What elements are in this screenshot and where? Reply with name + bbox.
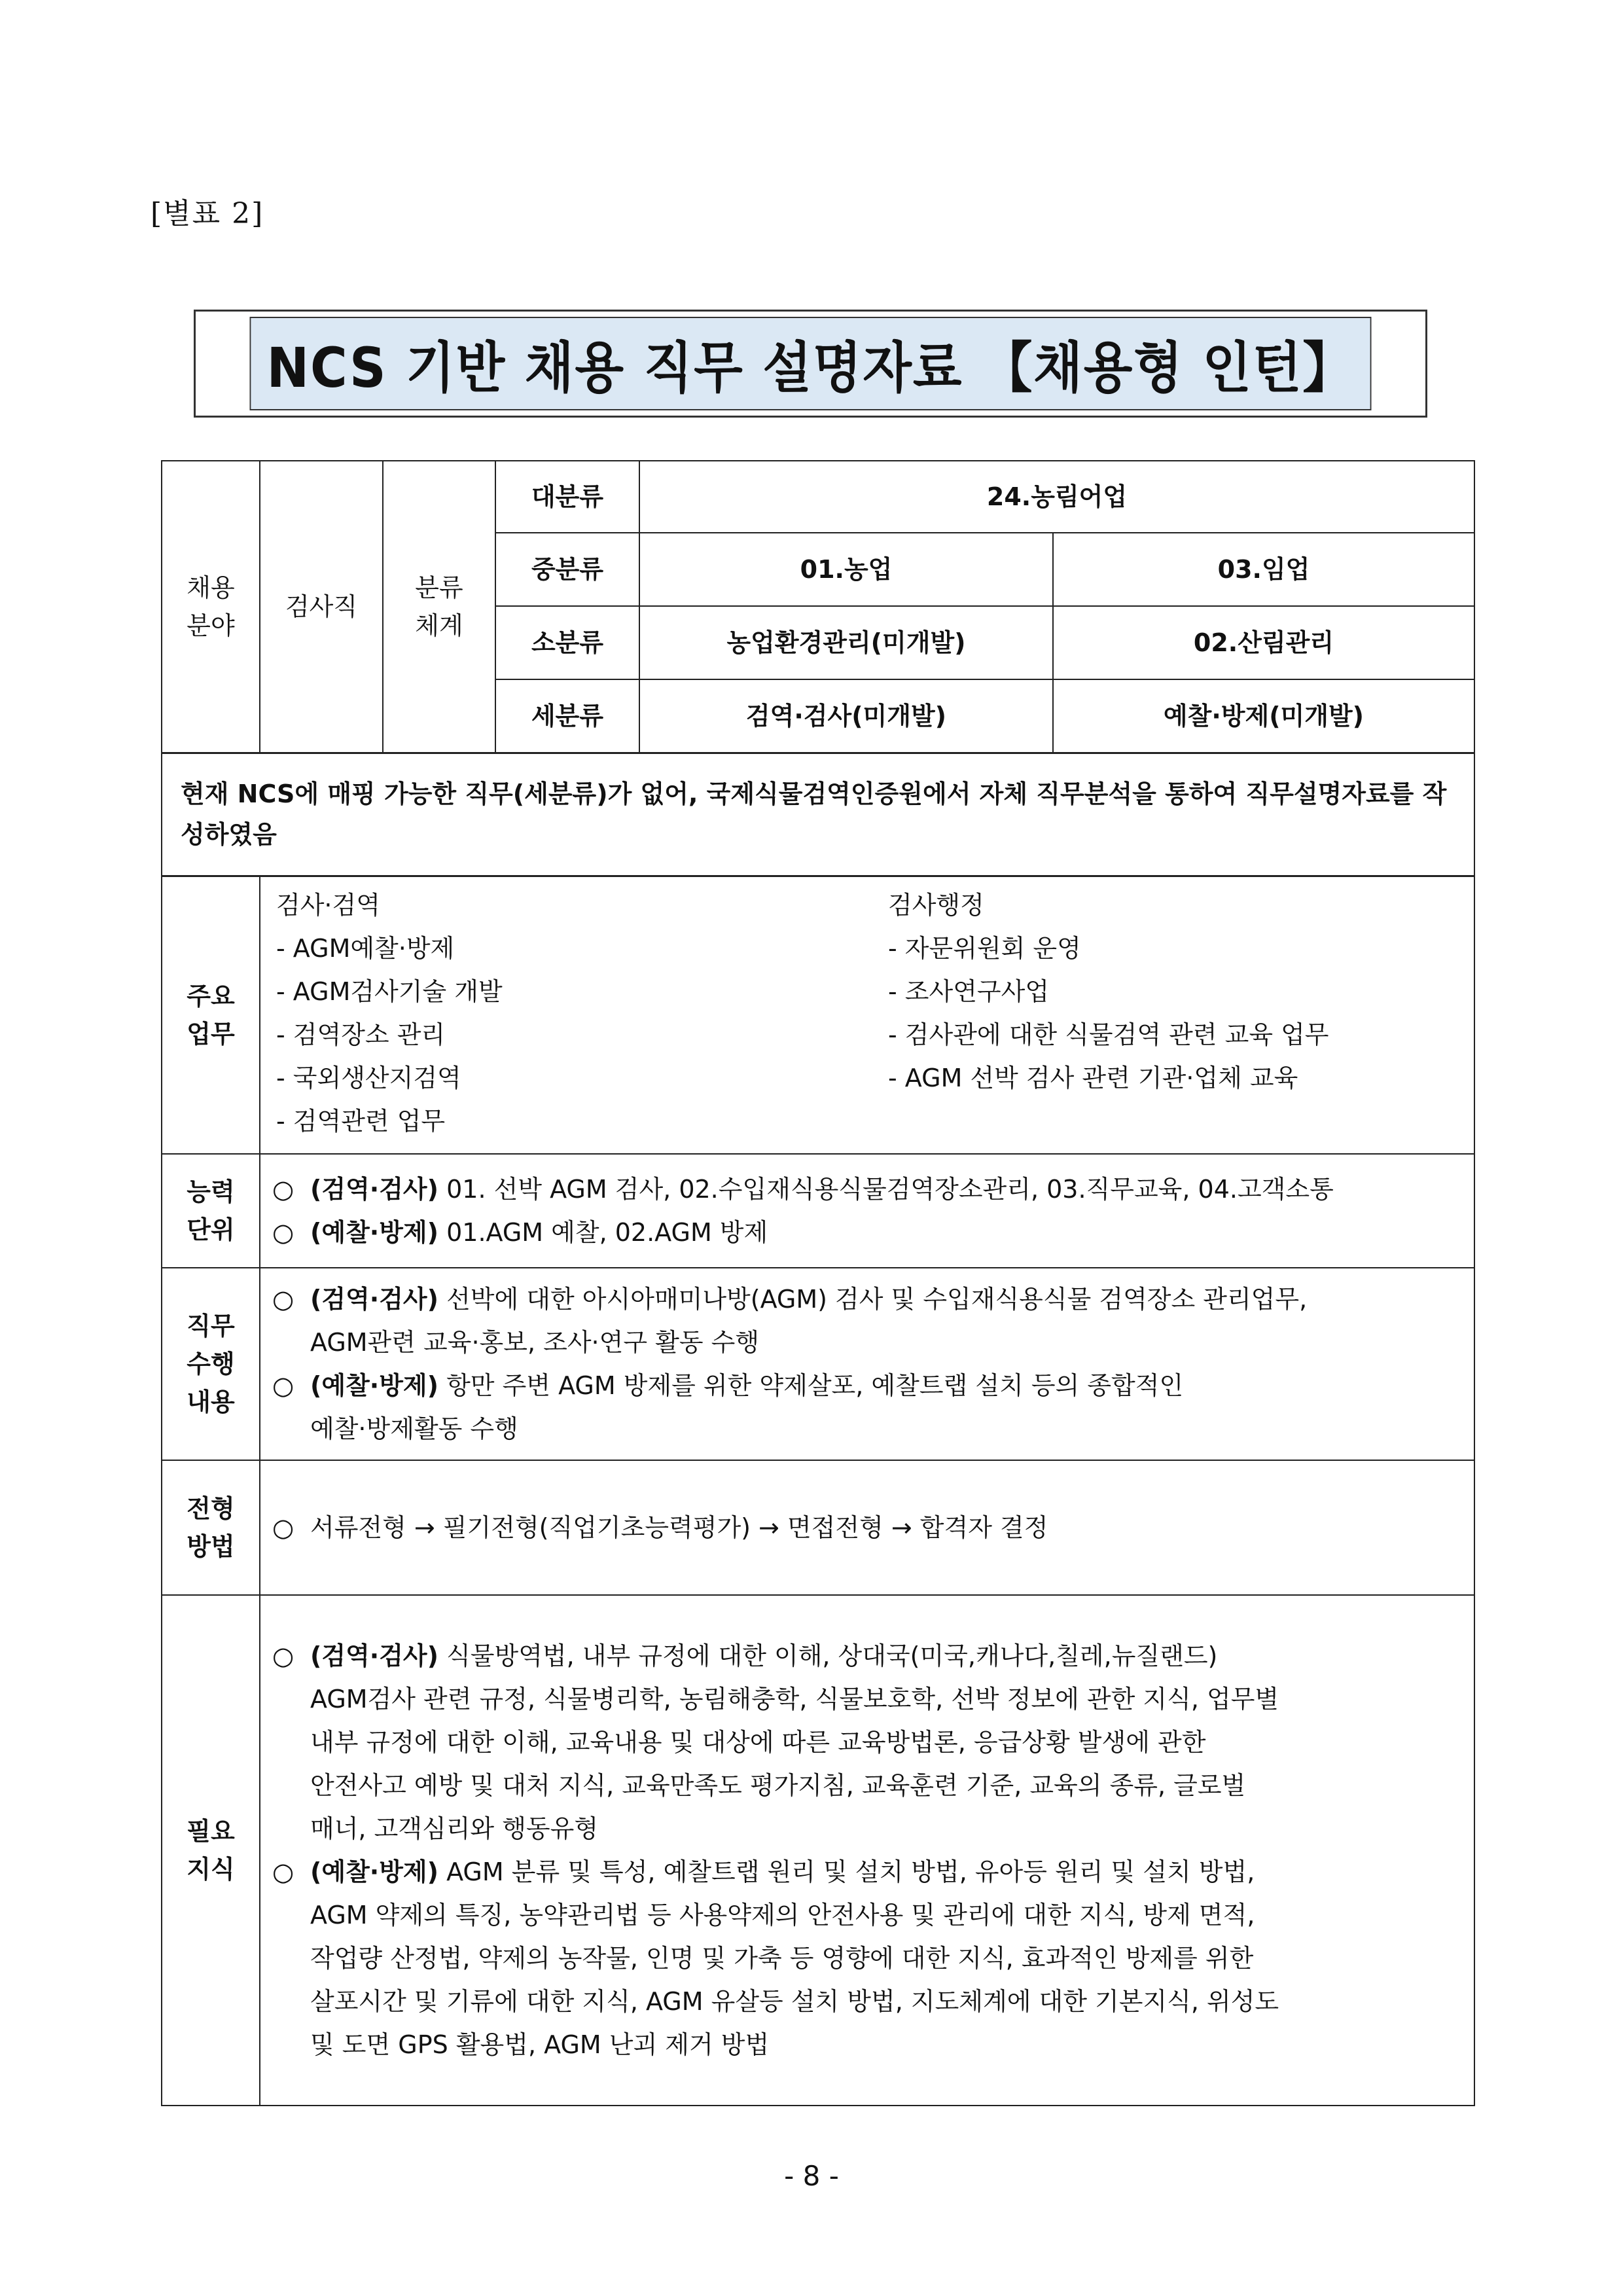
bullet-icon: ○ — [272, 1641, 294, 1670]
content-tag: (검역·검사) — [310, 1284, 439, 1314]
field-label: 채용 분야 — [162, 461, 260, 753]
duties-column-inspection — [268, 884, 862, 1143]
content-text: 항만 주변 AGM 방제를 위한 약제살포, 예찰트랩 설치 등의 종합적인 — [438, 1371, 1184, 1400]
content-text: AGM관련 교육·홍보, 조사·연구 활동 수행 — [310, 1327, 760, 1357]
duties-column-admin — [862, 884, 1474, 1143]
list-item: - 검역관련 업무 — [276, 1106, 446, 1136]
table-row — [162, 876, 1474, 1154]
knowledge-tag: (검역·검사) — [310, 1641, 439, 1670]
competency-tag: (예찰·방제) — [310, 1217, 439, 1247]
table-row — [162, 1154, 1474, 1268]
list-item: - 조사연구사업 — [888, 977, 1050, 1006]
knowledge-text: 매너, 고객심리와 행동유형 — [310, 1814, 599, 1843]
selection-text: 서류전형 → 필기전형(직업기초능력평가) → 면접전형 → 합격자 결정 — [310, 1513, 1048, 1542]
level-label: 대분류 — [495, 461, 639, 533]
selection-cell — [260, 1460, 1474, 1595]
main-duties-label: 주요 업무 — [162, 876, 260, 1154]
knowledge-label: 필요 지식 — [162, 1595, 260, 2106]
content-tag: (예찰·방제) — [310, 1371, 439, 1400]
knowledge-text: AGM 약제의 특징, 농약관리법 등 사용약제의 안전사용 및 관리에 대한 지식, 방제 면적, — [310, 1900, 1255, 1929]
content-text: 예찰·방제활동 수행 — [310, 1414, 518, 1443]
knowledge-cell — [260, 1595, 1474, 2106]
sub-category-1: 검역·검사(미개발) — [639, 679, 1053, 753]
competency-cell — [260, 1154, 1474, 1268]
content-text: 선박에 대한 아시아매미나방(AGM) 검사 및 수입재식용식물 검역장소 관리업무, — [438, 1284, 1308, 1314]
level-label: 중분류 — [495, 533, 639, 606]
minor-category-2: 02.산림관리 — [1053, 606, 1474, 679]
bullet-icon: ○ — [272, 1217, 294, 1247]
table-row — [162, 753, 1474, 876]
competency-tag: (검역·검사) — [310, 1174, 439, 1204]
competency-text: 01.AGM 예찰, 02.AGM 방제 — [438, 1217, 768, 1247]
document-title: NCS 기반 채용 직무 설명자료 【채용형 인턴】 — [250, 317, 1372, 410]
selection-label: 전형 방법 — [162, 1460, 260, 1595]
knowledge-text: 식물방역법, 내부 규정에 대한 이해, 상대국(미국,캐나다,칠레,뉴질랜드) — [438, 1641, 1218, 1670]
page-number: - 8 - — [784, 2160, 839, 2192]
table-row — [162, 1595, 1474, 2106]
bullet-icon: ○ — [272, 1174, 294, 1204]
classification-label: 분류 체계 — [383, 461, 495, 753]
level-label: 세분류 — [495, 679, 639, 753]
table-row — [162, 461, 1474, 533]
annex-label: [별표 2] — [151, 197, 264, 230]
major-category: 24.농림어업 — [639, 461, 1474, 533]
list-item: - AGM예찰·방제 — [276, 933, 455, 963]
sub-category-2: 예찰·방제(미개발) — [1053, 679, 1474, 753]
main-duties-cell — [260, 876, 1474, 1154]
table-row — [162, 1268, 1474, 1460]
knowledge-text: 및 도면 GPS 활용법, AGM 난괴 제거 방법 — [310, 2030, 770, 2059]
knowledge-text: 작업량 산정법, 약제의 농작물, 인명 및 가축 등 영향에 대한 지식, 효과적인 방제를 위한 — [310, 1943, 1254, 1973]
competency-label: 능력 단위 — [162, 1154, 260, 1268]
list-item: - 검역장소 관리 — [276, 1020, 446, 1049]
minor-category-1: 농업환경관리(미개발) — [639, 606, 1053, 679]
list-item: - 검사관에 대한 식물검역 관련 교육 업무 — [888, 1020, 1329, 1049]
list-item: - 국외생산지검역 — [276, 1063, 461, 1092]
middle-category-1: 01.농업 — [639, 533, 1053, 606]
knowledge-text: 살포시간 및 기류에 대한 지식, AGM 유살등 설치 방법, 지도체계에 대한 기본지식, 위성도 — [310, 1986, 1279, 2016]
list-item: - AGM 선박 검사 관련 기관·업체 교육 — [888, 1063, 1298, 1092]
duties-heading: 검사·검역 — [276, 890, 380, 920]
level-label: 소분류 — [495, 606, 639, 679]
job-title: 검사직 — [260, 461, 383, 753]
middle-category-2: 03.임업 — [1053, 533, 1474, 606]
knowledge-text: 안전사고 예방 및 대처 지식, 교육만족도 평가지침, 교육훈련 기준, 교육의 종류, 글로벌 — [310, 1770, 1246, 1800]
job-content-label: 직무 수행 내용 — [162, 1268, 260, 1460]
title-box — [194, 310, 1427, 418]
knowledge-tag: (예찰·방제) — [310, 1857, 439, 1886]
job-content-cell — [260, 1268, 1474, 1460]
list-item: - AGM검사기술 개발 — [276, 977, 503, 1006]
table-row — [162, 1460, 1474, 1595]
bullet-icon: ○ — [272, 1513, 294, 1542]
bullet-icon: ○ — [272, 1371, 294, 1400]
duties-heading: 검사행정 — [888, 890, 984, 920]
knowledge-text: AGM 분류 및 특성, 예찰트랩 원리 및 설치 방법, 유아등 원리 및 설치 방법, — [438, 1857, 1255, 1886]
bullet-icon: ○ — [272, 1284, 294, 1314]
job-description-table — [161, 460, 1475, 2106]
bullet-icon: ○ — [272, 1857, 294, 1886]
ncs-note: 현재 NCS에 매핑 가능한 직무(세분류)가 없어, 국제식물검역인증원에서 자체 직무분석을 통하여 직무설명자료를 작성하였음 — [162, 753, 1474, 876]
list-item: - 자문위원회 운영 — [888, 933, 1081, 963]
knowledge-text: 내부 규정에 대한 이해, 교육내용 및 대상에 따른 교육방법론, 응급상황 발생에 관한 — [310, 1727, 1206, 1757]
knowledge-text: AGM검사 관련 규정, 식물병리학, 농림해충학, 식물보호학, 선박 정보에 관한 지식, 업무별 — [310, 1684, 1279, 1713]
competency-text: 01. 선박 AGM 검사, 02.수입재식용식물검역장소관리, 03.직무교육, 04.고객소통 — [438, 1174, 1334, 1204]
